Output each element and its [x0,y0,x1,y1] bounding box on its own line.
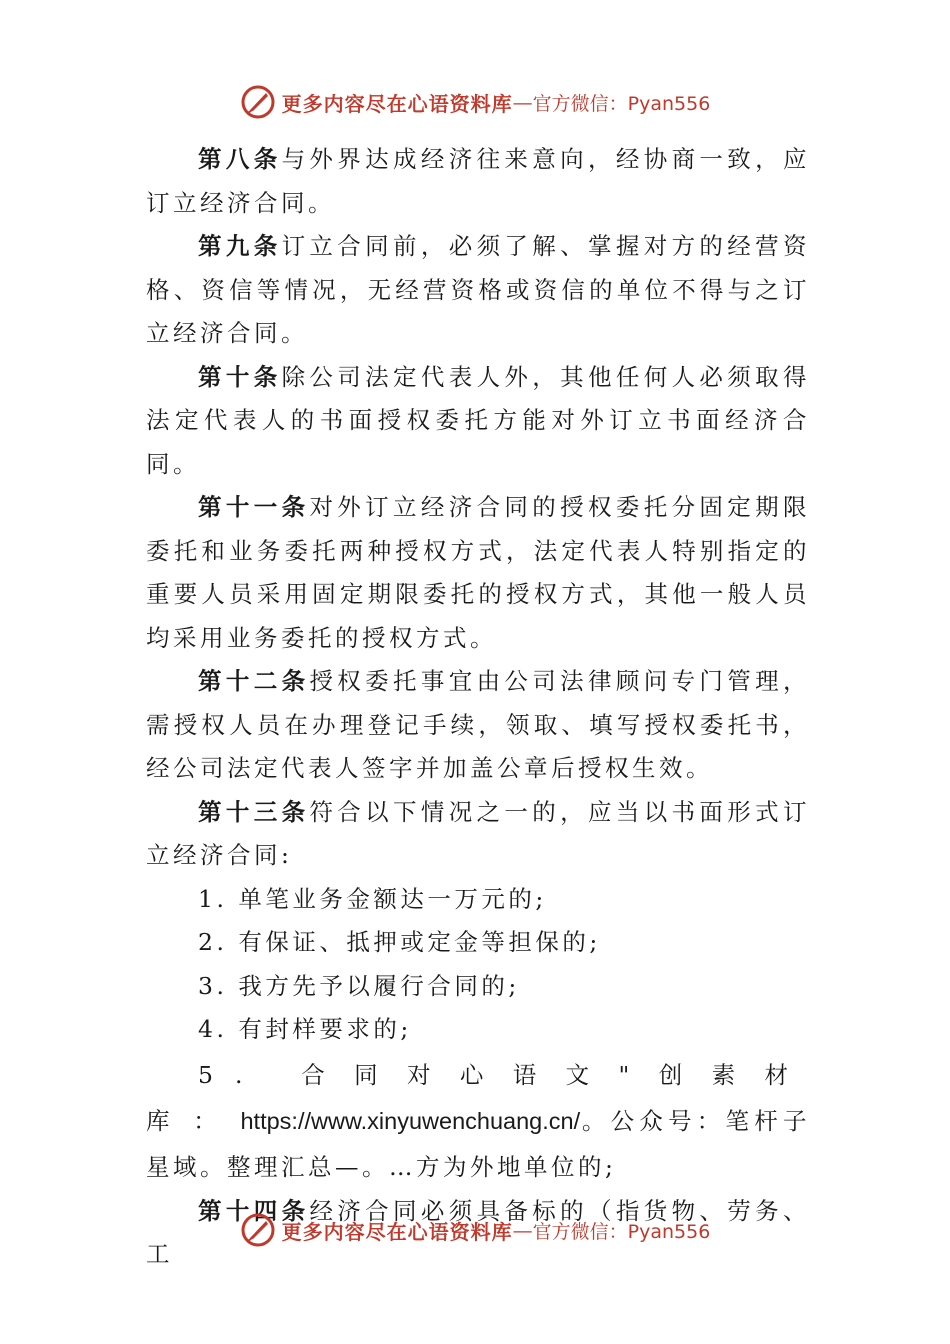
article-label: 第十二条 [198,667,310,695]
watermark-dash: — [512,1218,533,1242]
list-item: 4. 有封样要求的; [198,1015,412,1043]
document-body [146,138,810,1277]
source-url: https://www.xinyuwenchuang.cn/ [240,1107,581,1134]
article-text: 除公司法定代表人外，其他任何人必须取得法定代表人的书面授权委托方能对外订立书面经济合同。 [146,362,811,478]
watermark-banner-top [0,80,950,124]
article-10 [146,356,810,487]
article-13 [146,791,810,878]
article-label: 第九条 [198,232,282,260]
quill-seal-icon [240,1212,276,1248]
quill-seal-icon [240,84,276,120]
article-label: 第十四条 [198,1196,310,1225]
article-text: 授权委托事宜由公司法律顾问专门管理，需授权人员在办理登记手续，领取、填写授权委托书，经公司法定代表人签字并加盖公章后授权生效。 [146,667,811,782]
watermark-tail: 官方微信：Pyan556 [532,1220,711,1243]
article-label: 第十三条 [198,797,310,826]
article-text: 经济合同必须具备标的（指货物、劳务、工 [146,1196,811,1268]
item5-rest: 。公众号：笔杆子星域。整理汇总—。…方为外地单位的; [146,1106,811,1181]
item5-prefix: 5. 合同对心语文"创素材库： [146,1060,810,1135]
article-text: 订立合同前，必须了解、掌握对方的经营资格、资信等情况，无经营资格或资信的单位不得与之订立经济合同。 [146,232,811,347]
watermark-tail: 官方微信：Pyan556 [532,92,711,115]
list-item: 2. 有保证、抵押或定金等担保的; [198,928,601,956]
article-label: 第十条 [198,362,282,391]
watermark-banner-bottom [0,1208,950,1252]
watermark-main: 更多内容尽在心语资料库 [281,91,513,116]
list-item: 3. 我方先予以履行合同的; [198,971,520,1000]
article-8 [146,138,810,225]
article-text: 对外订立经济合同的授权委托分固定期限委托和业务委托两种授权方式，法定代表人特别指定的重要人员采用固定期限委托的授权方式，其他一般人员均采用业务委托的授权方式。 [146,493,811,652]
article-label: 第十一条 [198,493,310,521]
article-12 [146,660,810,791]
article-11 [146,486,810,660]
article-label: 第八条 [198,145,282,173]
list-item-5 [146,1052,810,1190]
list-item: 1. 单笔业务金额达一万元的; [198,884,547,913]
watermark-main: 更多内容尽在心语资料库 [281,1219,513,1244]
article-text: 符合以下情况之一的，应当以书面形式订立经济合同: [146,797,811,869]
watermark-dash: — [512,90,533,114]
article-text: 与外界达成经济往来意向，经协商一致，应订立经济合同。 [146,145,811,217]
article-9 [146,225,810,356]
